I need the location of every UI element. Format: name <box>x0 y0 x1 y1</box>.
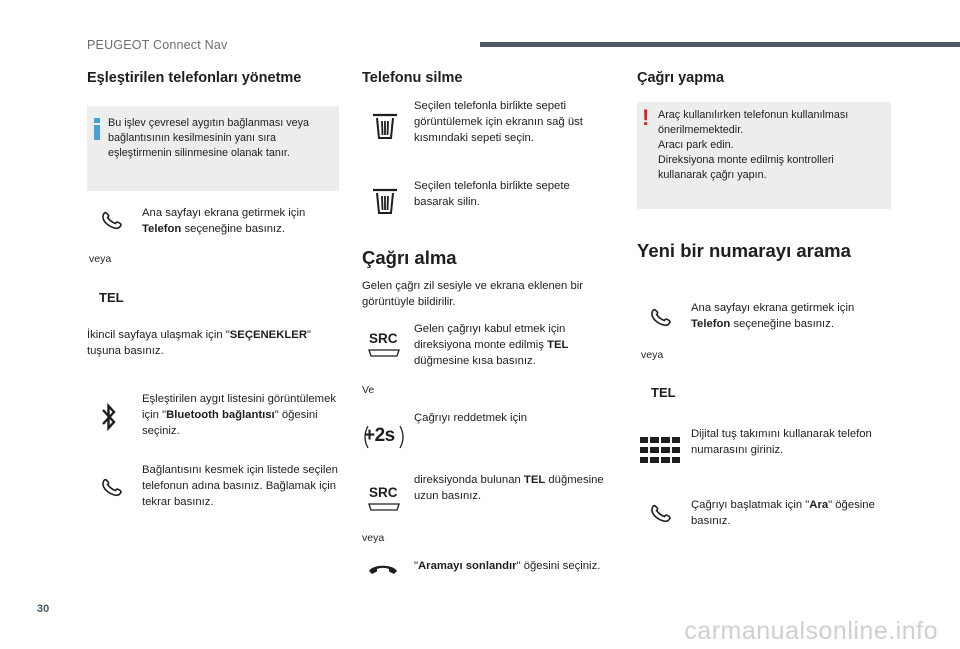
col1-step1: Ana sayfayı ekrana getirmek için Telefon seçeneğine basınız. <box>142 207 306 235</box>
col3-step1: Ana sayfayı ekrana getirmek için Telefon seçeneğine basınız. <box>691 302 855 330</box>
long-press-step: direksiyonda bulunan TEL düğmesine uzun basınız. <box>414 474 604 502</box>
reject-call-step: Çağrıyı reddetmek için <box>414 412 528 424</box>
warning-text: Araç kullanılırken telefonun kullanılması önerilmemektedir. Aracı park edin. Direksiyona monte edilmiş kontrolleri kullanarak çağrı yapın. <box>658 109 849 181</box>
phone-icon <box>648 500 674 526</box>
col1-options-paragraph: İkincil sayfaya ulaşmak için "SEÇENEKLER" tuşuna basınız. <box>87 329 311 357</box>
delete-step1: Seçilen telefonla birlikte sepeti görüntülemek için ekranın sağ üst kısmındaki sepeti seçin. <box>414 100 583 144</box>
accept-call-step: Gelen çağrıyı kabul etmek için direksiyona monte edilmiş TEL düğmesine kısa basınız. <box>414 323 569 367</box>
hang-up-icon <box>367 562 399 576</box>
section-title-call: Çağrı yapma <box>637 70 725 86</box>
end-call-step: "Aramayı sonlandır" öğesini seçiniz. <box>414 560 601 572</box>
section-title-delete: Telefonu silme <box>362 70 463 86</box>
bluetooth-icon <box>100 402 118 432</box>
or-label: veya <box>89 253 112 265</box>
header-bar <box>480 42 960 47</box>
page-number: 30 <box>37 603 50 615</box>
start-call-step: Çağrıyı başlatmak için "Ara" öğesine basınız. <box>691 499 875 527</box>
receive-intro: Gelen çağrı zil sesiyle ve ekrana eklenen bir görüntüyle bildirilir. <box>362 280 584 308</box>
trash-icon <box>371 112 399 140</box>
phone-icon <box>99 207 125 233</box>
col1-disconnect-step: Bağlantısını kesmek için listede seçilen telefonun adına basınız. Bağlamak için tekrar basınız. <box>142 464 338 508</box>
watermark: carmanualsonline.info <box>684 617 938 645</box>
info-icon <box>93 118 101 140</box>
phone-icon <box>99 474 125 500</box>
section-title-receive: Çağrı alma <box>362 247 457 268</box>
warning-icon: ! <box>642 105 650 130</box>
or-label: veya <box>641 349 664 361</box>
header-brand: PEUGEOT Connect Nav <box>87 38 228 52</box>
tel-button-label: TEL <box>99 290 124 305</box>
section-title-new-number: Yeni bir numarayı arama <box>637 240 851 261</box>
or-label: veya <box>362 532 385 544</box>
warning-note <box>637 102 891 209</box>
src-button-icon: SRC <box>367 331 403 361</box>
col1-bluetooth-step: Eşleştirilen aygıt listesini görüntülemek için "Bluetooth bağlantısı" öğesini seçiniz. <box>142 393 337 437</box>
phone-icon <box>648 304 674 330</box>
keypad-step: Dijital tuş takımını kullanarak telefon numarasını giriniz. <box>691 428 872 456</box>
info-note-text: Bu işlev çevresel aygıtın bağlanması veya bağlantısının kesilmesinin yanı sıra eşleştirmenin silinmesine olanak tanır. <box>108 117 310 159</box>
tel-button-label: TEL <box>651 385 676 400</box>
info-note <box>87 106 339 191</box>
and-label: Ve <box>362 384 375 396</box>
plus-2s-icon: +2s <box>362 423 406 451</box>
trash-icon <box>371 187 399 215</box>
section-title-manage: Eşleştirilen telefonları yönetme <box>87 70 302 86</box>
src-button-icon: SRC <box>367 485 403 515</box>
delete-step2: Seçilen telefonla birlikte sepete basarak silin. <box>414 180 570 208</box>
keypad-icon <box>640 437 680 463</box>
